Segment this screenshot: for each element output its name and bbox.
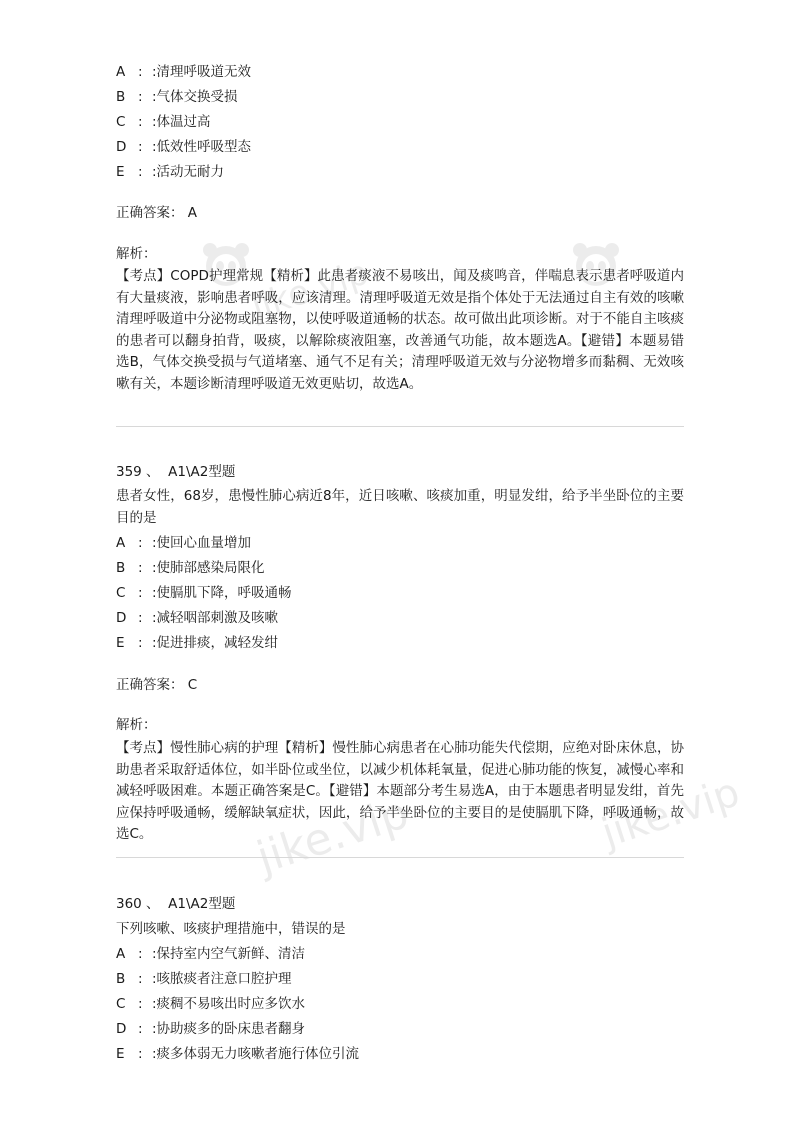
question-header	[116, 463, 235, 481]
question-header	[116, 895, 235, 913]
analysis-text: 【考点】慢性肺心病的护理【精析】慢性肺心病患者在心肺功能失代偿期，应绝对卧床休息，协助患者采取舒适体位，如半卧位或坐位，以减少机体耗氧量，促进心肺功能的恢复，减慢心率和减轻呼吸困难。本题正确答案是C。【避错】本题部分考生易选A，由于本题患者明显发绀，首先应保持呼吸通畅，缓解缺氧症状，因此，给予半坐卧位的主要目的是使膈肌下降，呼吸通畅，故选C。	[116, 740, 684, 842]
option-b: B : :咳脓痰者注意口腔护理	[116, 971, 292, 987]
option-c: C : :体温过高	[116, 114, 211, 130]
question-stem: 下列咳嗽、咳痰护理措施中，错误的是	[116, 921, 346, 937]
answer-label: 正确答案：	[116, 677, 184, 693]
option-b: B : :使肺部感染局限化	[116, 560, 265, 576]
option-text: :痰稠不易咳出时应多饮水	[152, 996, 306, 1012]
answer-label: 正确答案：	[116, 205, 184, 221]
option-text: :活动无耐力	[152, 164, 225, 180]
option-d: D : :减轻咽部刺激及咳嗽	[116, 610, 279, 626]
option-text: :减轻咽部刺激及咳嗽	[152, 610, 279, 626]
option-text: :清理呼吸道无效	[152, 64, 252, 80]
option-text: :低效性呼吸型态	[152, 139, 252, 155]
option-e: E : :痰多体弱无力咳嗽者施行体位引流	[116, 1046, 360, 1062]
option-c: C : :痰稠不易咳出时应多饮水	[116, 996, 306, 1012]
option-key: D	[116, 610, 127, 626]
question-number: 359 、	[116, 464, 160, 480]
question-divider	[116, 857, 684, 858]
question-divider	[116, 426, 684, 427]
option-c: C : :使膈肌下降，呼吸通畅	[116, 585, 292, 601]
option-text: :使肺部感染局限化	[152, 560, 265, 576]
option-text: :体温过高	[152, 114, 211, 130]
option-key: C	[116, 585, 126, 601]
question-type: A1\A2型题	[168, 464, 236, 480]
answer-value: A	[187, 205, 198, 221]
option-key: E	[116, 1046, 125, 1062]
option-key: B	[116, 971, 126, 987]
option-a: A : :使回心血量增加	[116, 535, 252, 551]
watermark: jike.vip	[596, 769, 746, 857]
option-key: E	[116, 164, 125, 180]
option-key: B	[116, 89, 126, 105]
analysis-label: 解析：	[116, 717, 157, 733]
option-a: A : :清理呼吸道无效	[116, 64, 252, 80]
option-key: C	[116, 114, 126, 130]
answer-value: C	[187, 677, 198, 693]
analysis-text: 【考点】COPD护理常规【精析】此患者痰液不易咳出，闻及痰鸣音，伴喘息表示患者呼吸道内有大量痰液，影响患者呼吸，应该清理。清理呼吸道无效是指个体处于无法通过自主有效的咳嗽清理呼吸道中分泌物或阻塞物，以使呼吸道通畅的状态。故可做出此项诊断。对于不能自主咳痰的患者可以翻身拍背，吸痰，以解除痰液阻塞，改善通气功能，故本题选A。【避错】本题易错选B，气体交换受损与气道堵塞、通气不足有关；清理呼吸道无效与分泌物增多而黏稠、无效咳嗽有关，本题诊断清理呼吸道无效更贴切，故选A。	[116, 268, 684, 392]
option-d: D : :低效性呼吸型态	[116, 139, 252, 155]
option-a: A : :保持室内空气新鲜、清洁	[116, 946, 306, 962]
option-e: E : :活动无耐力	[116, 164, 225, 180]
option-key: D	[116, 139, 127, 155]
option-text: :协助痰多的卧床患者翻身	[152, 1021, 306, 1037]
correct-answer	[116, 676, 197, 694]
option-text: :保持室内空气新鲜、清洁	[152, 946, 306, 962]
question-number: 360 、	[116, 896, 160, 912]
option-e: E : :促进排痰，减轻发绀	[116, 635, 279, 651]
option-key: A	[116, 64, 126, 80]
watermark: jike.vip	[246, 252, 374, 328]
option-key: E	[116, 635, 125, 651]
analysis-label: 解析：	[116, 246, 157, 262]
option-d: D : :协助痰多的卧床患者翻身	[116, 1021, 306, 1037]
option-text: :使膈肌下降，呼吸通畅	[152, 585, 292, 601]
correct-answer	[116, 204, 197, 222]
question-type: A1\A2型题	[168, 896, 236, 912]
option-key: A	[116, 946, 126, 962]
option-b: B : :气体交换受损	[116, 89, 238, 105]
question-stem: 患者女性，68岁，患慢性肺心病近8年，近日咳嗽、咳痰加重，明显发绀，给予半坐卧位的主要目的是	[116, 488, 684, 526]
option-key: D	[116, 1021, 127, 1037]
option-key: C	[116, 996, 126, 1012]
option-key: B	[116, 560, 126, 576]
option-text: :使回心血量增加	[152, 535, 252, 551]
option-key: A	[116, 535, 126, 551]
watermark: jike.vip	[250, 787, 415, 884]
option-text: :咳脓痰者注意口腔护理	[152, 971, 292, 987]
option-text: :促进排痰，减轻发绀	[152, 635, 279, 651]
option-text: :痰多体弱无力咳嗽者施行体位引流	[152, 1046, 360, 1062]
option-text: :气体交换受损	[152, 89, 238, 105]
